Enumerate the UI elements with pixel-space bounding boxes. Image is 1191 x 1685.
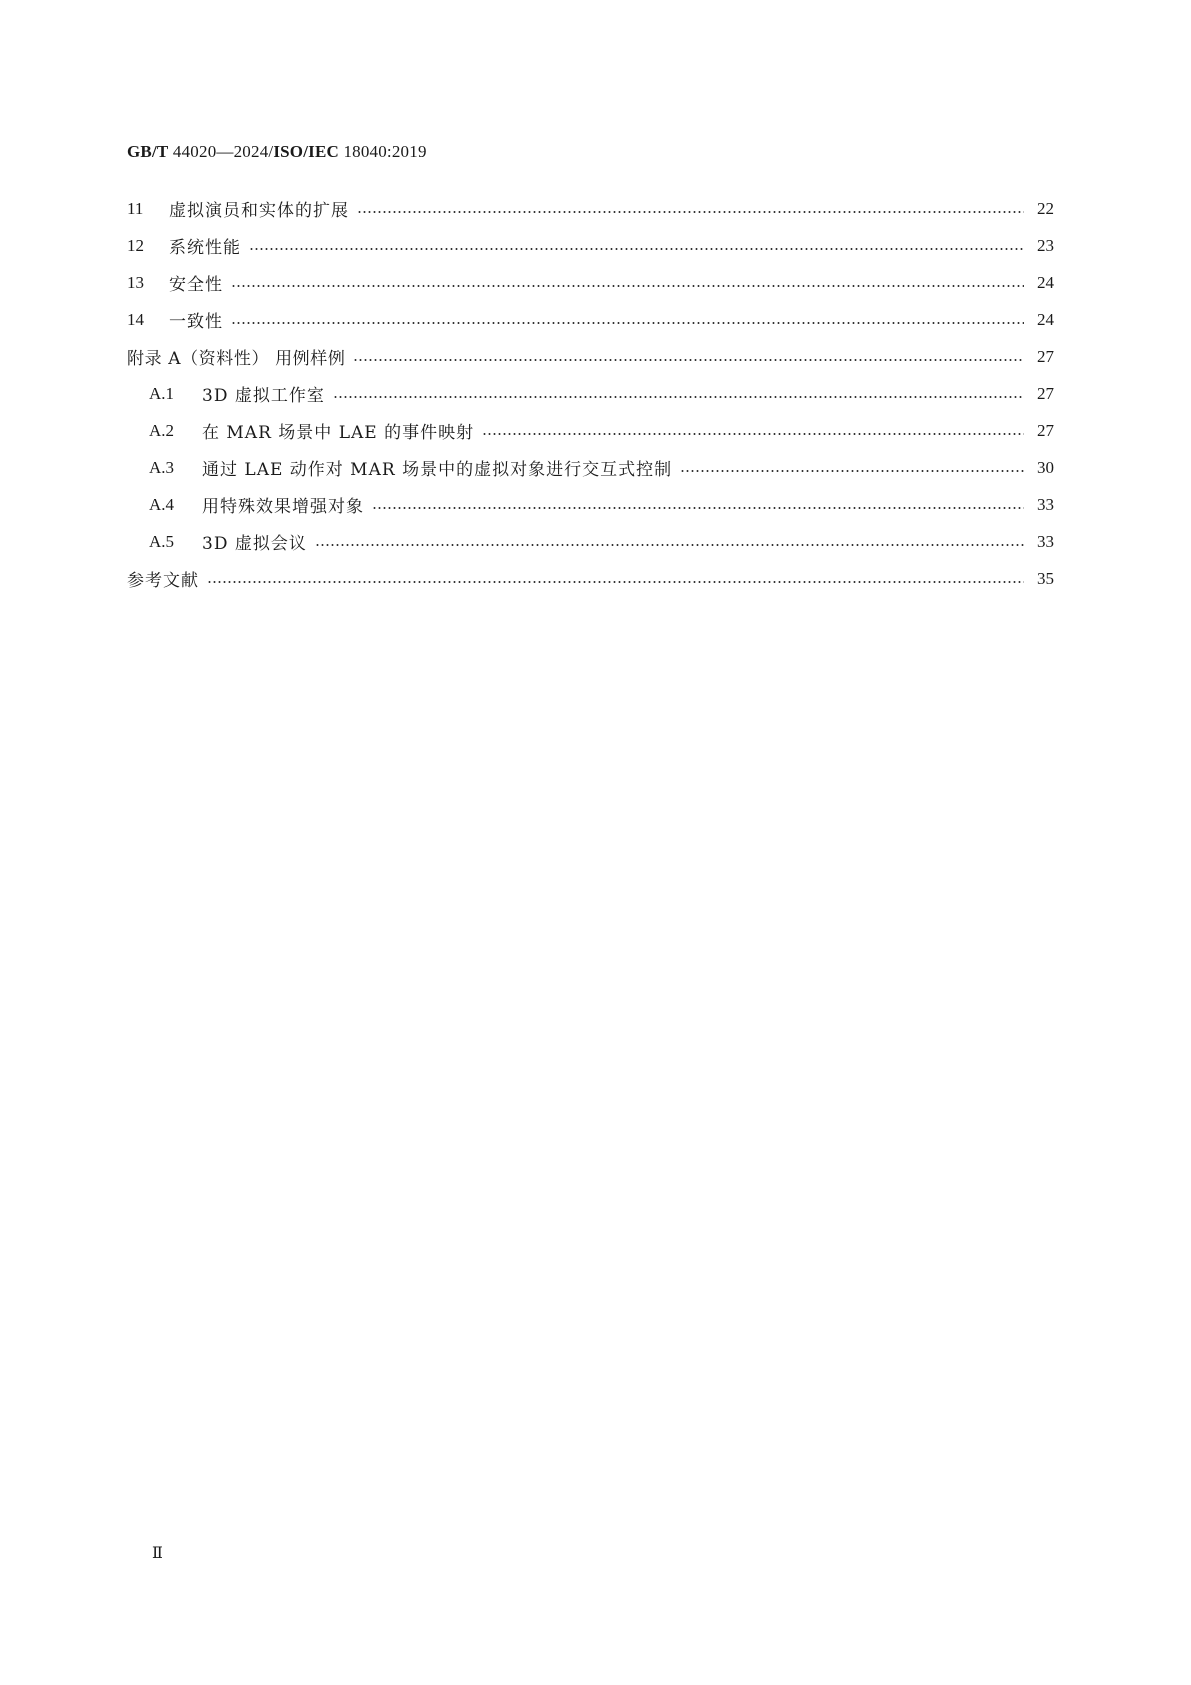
toc-title: 附录 A（资料性） 用例样例 bbox=[127, 349, 346, 369]
toc-page-number: 30 bbox=[1037, 457, 1054, 477]
toc-entry-annex-a[interactable] bbox=[127, 338, 1054, 375]
toc-number: A.1 bbox=[149, 383, 175, 403]
toc-page-number: 27 bbox=[1037, 383, 1054, 403]
toc-page-number: 24 bbox=[1037, 309, 1054, 329]
toc-entry-a4[interactable] bbox=[127, 486, 1054, 523]
dot-leader bbox=[231, 285, 1024, 287]
toc-number: A.3 bbox=[149, 457, 175, 477]
toc-number: 14 bbox=[127, 309, 144, 329]
toc-number: A.2 bbox=[149, 420, 175, 440]
toc-entry-a5[interactable] bbox=[127, 523, 1054, 560]
toc-entry-14[interactable] bbox=[127, 301, 1054, 338]
toc-number: 11 bbox=[127, 198, 144, 218]
toc-number: A.5 bbox=[149, 531, 175, 551]
toc-entry-12[interactable] bbox=[127, 227, 1054, 264]
toc-title: 一致性 bbox=[169, 312, 223, 332]
toc-title: 3D 虚拟会议 bbox=[202, 534, 307, 554]
dot-leader bbox=[315, 544, 1024, 546]
toc-title: 参考文献 bbox=[127, 571, 199, 591]
toc-entry-a3[interactable] bbox=[127, 449, 1054, 486]
toc-title: 在 MAR 场景中 LAE 的事件映射 bbox=[202, 423, 475, 443]
dot-leader bbox=[249, 248, 1024, 250]
dot-leader bbox=[207, 581, 1024, 583]
toc-page-number: 24 bbox=[1037, 272, 1054, 292]
header-iso: ISO/IEC bbox=[273, 142, 339, 161]
header-gbt: GB/T bbox=[127, 142, 169, 161]
toc-page-number: 33 bbox=[1037, 494, 1054, 514]
table-of-contents bbox=[127, 190, 1054, 597]
toc-page-number: 35 bbox=[1037, 568, 1054, 588]
toc-title: 通过 LAE 动作对 MAR 场景中的虚拟对象进行交互式控制 bbox=[202, 460, 673, 480]
toc-number: 12 bbox=[127, 235, 144, 255]
dot-leader bbox=[372, 507, 1024, 509]
dot-leader bbox=[680, 470, 1024, 472]
toc-page-number: 33 bbox=[1037, 531, 1054, 551]
toc-page-number: 22 bbox=[1037, 198, 1054, 218]
dot-leader bbox=[482, 433, 1024, 435]
toc-title: 安全性 bbox=[169, 275, 223, 295]
toc-title: 系统性能 bbox=[169, 238, 241, 258]
toc-title: 用特殊效果增强对象 bbox=[202, 497, 364, 517]
toc-page-number: 27 bbox=[1037, 420, 1054, 440]
toc-title: 3D 虚拟工作室 bbox=[202, 386, 325, 406]
toc-entry-11[interactable] bbox=[127, 190, 1054, 227]
toc-entry-13[interactable] bbox=[127, 264, 1054, 301]
header-number-2: 18040:2019 bbox=[343, 142, 427, 161]
dot-leader bbox=[353, 359, 1024, 361]
page-number: Ⅱ bbox=[152, 1545, 163, 1562]
toc-number: A.4 bbox=[149, 494, 175, 514]
toc-page-number: 23 bbox=[1037, 235, 1054, 255]
dot-leader bbox=[357, 211, 1024, 213]
toc-number: 13 bbox=[127, 272, 144, 292]
toc-entry-a2[interactable] bbox=[127, 412, 1054, 449]
toc-page-number: 27 bbox=[1037, 346, 1054, 366]
document-header bbox=[127, 142, 427, 162]
header-number: 44020—2024/ bbox=[172, 142, 274, 161]
dot-leader bbox=[231, 322, 1024, 324]
dot-leader bbox=[333, 396, 1024, 398]
toc-entry-bibliography[interactable] bbox=[127, 560, 1054, 597]
toc-title: 虚拟演员和实体的扩展 bbox=[169, 201, 349, 221]
toc-entry-a1[interactable] bbox=[127, 375, 1054, 412]
